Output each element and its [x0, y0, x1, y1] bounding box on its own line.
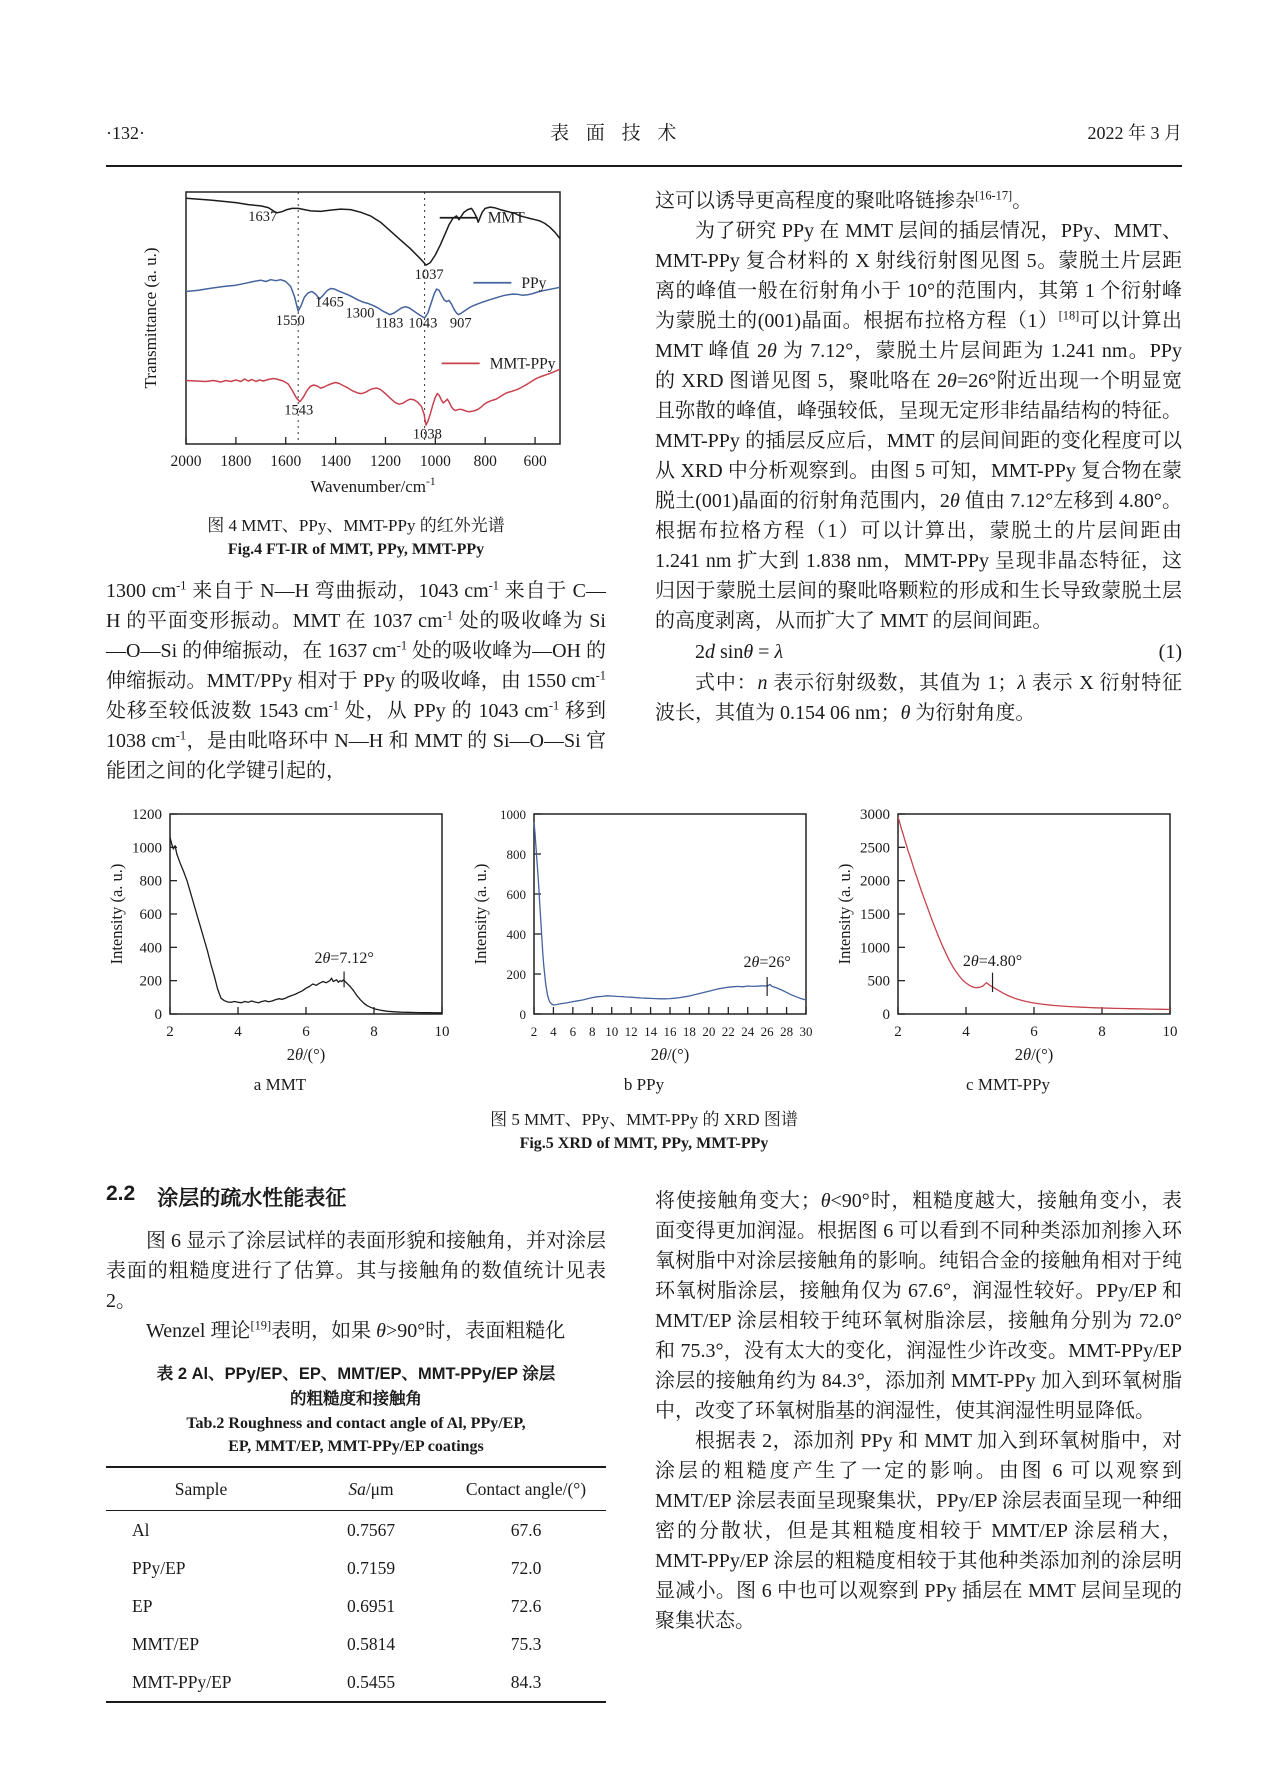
svg-text:8: 8	[589, 1024, 596, 1039]
svg-text:22: 22	[721, 1024, 735, 1039]
svg-text:1038: 1038	[412, 426, 442, 443]
table-cell: EP	[132, 1595, 153, 1616]
svg-text:10: 10	[1162, 1024, 1178, 1040]
svg-text:600: 600	[523, 453, 547, 470]
svg-text:200: 200	[139, 973, 162, 990]
right-column-bottom	[655, 1186, 1182, 1636]
table-row	[106, 1625, 606, 1663]
page-number: ·132·	[106, 123, 145, 143]
svg-text:600: 600	[139, 907, 162, 923]
svg-text:Intensity (a. u.): Intensity (a. u.)	[471, 863, 490, 965]
table-row	[106, 1587, 606, 1625]
svg-text:6: 6	[302, 1024, 310, 1040]
equation-formula: 2d sinθ = λ	[695, 641, 784, 663]
panel-label-c: c MMT-PPy	[966, 1075, 1050, 1094]
left-column-top	[106, 182, 606, 786]
svg-text:2θ/(°): 2θ/(°)	[650, 1045, 690, 1064]
svg-text:2θ=4.80°: 2θ=4.80°	[962, 953, 1023, 970]
svg-text:1000: 1000	[419, 453, 451, 470]
svg-text:1800: 1800	[220, 453, 252, 470]
figure-4-caption-en: Fig.4 FT-IR of MMT, PPy, MMT-PPy	[227, 541, 485, 558]
table-2	[106, 1466, 606, 1703]
table-cell: 67.6	[510, 1519, 542, 1540]
equation-1	[655, 636, 1182, 668]
svg-text:1465: 1465	[314, 294, 344, 311]
table-cell: 75.3	[510, 1633, 542, 1654]
svg-text:400: 400	[139, 940, 162, 957]
table-cell: 84.3	[446, 1663, 606, 1702]
svg-text:10: 10	[605, 1024, 619, 1039]
svg-text:MMT-PPy: MMT-PPy	[489, 355, 556, 373]
svg-text:1543: 1543	[284, 402, 314, 419]
svg-text:907: 907	[449, 315, 472, 332]
paragraph-right-2: 为了研究 PPy 在 MMT 层间的插层情况，PPy、MMT、MMT-PPy 复合材料的 X 射线衍射图见图 5。蒙脱土片层距离的峰值一般在衍射角小于 10°的范围内，其第 1 个衍射峰为蒙脱土的(001)晶面。根据布拉格方程（1）[18]可以计算出 MMT 峰值 2θ 为 7.12°，蒙脱土片层间距为 1.241 nm。PPy 的 XRD 图谱见图 5，聚吡咯在 2θ=26°附近出现一个明显宽且弥散的峰值，峰强较低，呈现无定形非结晶结构的特征。MMT-PPy 的插层反应后，MMT 的层间间距的变化程度可以从 XRD 中分析观察到。由图 5 可知，MMT-PPy 复合物在蒙脱土(001)晶面的衍射角范围内，2θ 值由 7.12°左移到 4.80°。根据布拉格方程（1）可以计算出，蒙脱土的片层间距由 1.241 nm 扩大到 1.838 nm，MMT-PPy 呈现非晶态特征，这归因于蒙脱土层间的聚吡咯颗粒的形成和生长导致蒙脱土层的高度剥离，从而扩大了 MMT 的层间间距。	[655, 220, 1182, 632]
svg-text:0: 0	[882, 1007, 890, 1023]
table-column-header: Sa/μm	[296, 1467, 446, 1511]
section-2-2-heading	[106, 1182, 606, 1212]
table-cell: 72.6	[510, 1595, 542, 1616]
svg-text:2: 2	[166, 1024, 174, 1040]
left-column-bottom	[106, 1182, 606, 1703]
paragraph-section-1: 图 6 显示了涂层试样的表面形貌和接触角，并对涂层表面的粗糙度进行了估算。其与接触角的数值统计见表 2。	[106, 1230, 606, 1312]
svg-text:2θ=7.12°: 2θ=7.12°	[314, 950, 374, 968]
svg-text:1400: 1400	[320, 453, 352, 470]
svg-text:4: 4	[550, 1024, 557, 1039]
table-2-caption-cn-1: 表 2 Al、PPy/EP、EP、MMT/EP、MMT-PPy/EP 涂层	[156, 1365, 556, 1383]
svg-text:1183: 1183	[374, 315, 404, 332]
paragraph-left-top: 1300 $cm^{-1}$ 来自于 N—H 弯曲振动，1043 $cm^{-1}$ 来自于 C—H 的平面变形振动。MMT 在 1037 $cm^{-1}$ 处的吸收峰为 Si—O—Si 的伸缩振动，在 1637 $cm^{-1}$ 处的吸收峰为—OH 的伸缩振动。MMT/PPy 相对于 PPy 的吸收峰，由 1550 $cm^{-1}$ 处移至较低波数 1543 $cm^{-1}$ 处，从 PPy 的 1043 $cm^{-1}$ 移到 1038 $cm^{-1}$，是由吡咯环中 N—H 和 MMT 的 Si—O—Si 官能团之间的化学键引起的，	[106, 578, 607, 782]
svg-text:26: 26	[760, 1024, 774, 1039]
svg-text:14: 14	[644, 1024, 658, 1039]
paragraph-rb-1: 将使接触角变大；θ<90°时，粗糙度越大，接触角变小，表面变得更加润湿。根据图 6 可以看到不同种类添加剂掺入环氧树脂中对涂层接触角的影响。纯铝合金的接触角相对于纯环氧树脂涂层，接触角仅为 67.6°，润湿性较好。PPy/EP 和 MMT/EP 涂层相较于纯环氧树脂涂层，接触角分别为 72.0°和 75.3°，没有太大的变化，润湿性少许改变。MMT-PPy/EP 涂层的接触角约为 84.3°，添加剂 MMT-PPy 加入到环氧树脂中，改变了环氧树脂基的润湿性，使其润湿性明显降低。	[655, 1190, 1183, 1422]
figure-5-panels	[106, 806, 1182, 1095]
svg-text:1200: 1200	[369, 453, 401, 470]
xrd-chart-ppy	[470, 806, 818, 1073]
svg-text:24: 24	[741, 1024, 755, 1039]
xrd-panel-mmt-ppy	[834, 806, 1182, 1095]
svg-text:10: 10	[434, 1024, 450, 1040]
svg-text:1000: 1000	[500, 807, 526, 822]
panel-label-b: b PPy	[623, 1075, 665, 1094]
section-number: 2.2	[106, 1182, 136, 1205]
svg-text:20: 20	[702, 1024, 716, 1039]
svg-text:2θ=26°: 2θ=26°	[743, 954, 791, 971]
svg-text:Wavenumber/cm-1: Wavenumber/$cm^{-1}$	[310, 475, 436, 496]
svg-text:Intensity (a. u.): Intensity (a. u.)	[107, 863, 126, 965]
figure-4-caption	[106, 513, 606, 562]
svg-text:1000: 1000	[860, 940, 890, 957]
svg-text:800: 800	[506, 847, 526, 862]
svg-text:Intensity (a. u.): Intensity (a. u.)	[835, 863, 854, 965]
svg-text:1300: 1300	[345, 305, 375, 322]
equation-number: (1)	[1158, 641, 1182, 663]
svg-text:1000: 1000	[132, 840, 162, 857]
page-header	[106, 118, 1182, 145]
svg-text:1200: 1200	[132, 807, 162, 823]
svg-text:2θ/(°): 2θ/(°)	[286, 1045, 326, 1064]
table-cell: 0.7567	[346, 1519, 396, 1540]
table-2-caption	[106, 1362, 606, 1458]
svg-text:2θ/(°): 2θ/(°)	[1014, 1045, 1054, 1064]
table-2-caption-en-2: EP, MMT/EP, MMT-PPy/EP coatings	[228, 1438, 484, 1455]
table-cell: Al	[132, 1519, 150, 1540]
xrd-panel-ppy	[470, 806, 818, 1095]
figure-4-caption-cn: 图 4 MMT、PPy、MMT-PPy 的红外光谱	[207, 516, 505, 535]
svg-text:16: 16	[663, 1024, 677, 1039]
figure-5-caption	[106, 1107, 1182, 1156]
table-cell: MMT/EP	[132, 1633, 200, 1654]
svg-text:800: 800	[139, 873, 162, 890]
xrd-chart-mmt-ppy	[834, 806, 1182, 1073]
figure-4	[106, 182, 606, 562]
svg-text:4: 4	[234, 1024, 242, 1040]
panel-label-a: a MMT	[253, 1075, 307, 1094]
svg-text:1037: 1037	[414, 266, 444, 283]
table-cell: 0.6951	[346, 1595, 396, 1616]
table-cell: 0.7159	[346, 1557, 396, 1578]
svg-text:18: 18	[682, 1024, 696, 1039]
svg-text:0: 0	[154, 1007, 162, 1023]
table-cell: 72.0	[510, 1557, 542, 1578]
table-2-caption-en-1: Tab.2 Roughness and contact angle of Al, PPy/EP,	[186, 1415, 526, 1432]
table-cell: 0.5455	[296, 1663, 446, 1702]
header-rule	[106, 165, 1182, 167]
svg-text:1500: 1500	[860, 907, 890, 923]
svg-text:500: 500	[867, 973, 890, 990]
paragraph-right-1: 这可以诱导更高程度的聚吡咯链掺杂[16-17]。	[655, 188, 1033, 212]
svg-text:1600: 1600	[270, 453, 302, 470]
issue-date: 2022 年 3 月	[1087, 123, 1182, 143]
svg-text:6: 6	[569, 1024, 577, 1039]
svg-text:200: 200	[506, 967, 526, 982]
svg-text:2000: 2000	[860, 873, 890, 890]
table-column-header: Contact angle/(°)	[446, 1467, 606, 1511]
svg-text:2000: 2000	[170, 453, 202, 470]
figure-5	[106, 806, 1182, 1156]
xrd-chart-mmt	[106, 806, 454, 1073]
table-2-caption-cn-2: 的粗糙度和接触角	[290, 1390, 422, 1408]
table-cell: PPy/EP	[132, 1557, 186, 1578]
right-column-top	[655, 186, 1182, 728]
svg-text:30: 30	[799, 1024, 813, 1039]
svg-text:1043: 1043	[408, 315, 438, 332]
svg-text:4: 4	[962, 1024, 970, 1040]
journal-title: 表 面 技 术	[550, 123, 683, 144]
svg-text:8: 8	[1098, 1024, 1106, 1040]
ftir-chart	[140, 182, 570, 505]
figure-5-caption-cn: 图 5 MMT、PPy、MMT-PPy 的 XRD 图谱	[490, 1110, 798, 1129]
figure-5-caption-en: Fig.5 XRD of MMT, PPy, MMT-PPy	[519, 1135, 769, 1152]
table-row	[106, 1511, 606, 1550]
xrd-panel-mmt	[106, 806, 454, 1095]
paragraph-section-2: Wenzel 理论[19]表明，如果 θ>90°时，表面粗糙化	[146, 1318, 566, 1342]
svg-text:600: 600	[506, 887, 526, 902]
svg-text:0: 0	[519, 1007, 526, 1022]
paragraph-rb-2: 根据表 2，添加剂 PPy 和 MMT 加入到环氧树脂中，对涂层的粗糙度产生了一定的影响。由图 6 可以观察到 MMT/EP 涂层表面呈现聚集状，PPy/EP 涂层表面呈现一种细密的分散状，但是其粗糙度相较于 MMT/EP 涂层稍大，MMT-PPy/EP 涂层的粗糙度相较于其他种类添加剂的涂层明显减小。图 6 中也可以观察到 PPy 插层在 MMT 层间呈现的聚集状态。	[655, 1430, 1182, 1632]
svg-text:2500: 2500	[860, 840, 890, 857]
svg-text:PPy: PPy	[521, 274, 547, 292]
table-row	[106, 1663, 606, 1702]
svg-text:800: 800	[473, 453, 497, 470]
table-column-header: Sample	[106, 1467, 296, 1511]
svg-text:3000: 3000	[860, 807, 890, 823]
svg-text:28: 28	[780, 1024, 794, 1039]
table-cell: 0.5814	[346, 1633, 396, 1654]
svg-text:Transmittance (a. u.): Transmittance (a. u.)	[141, 247, 160, 389]
svg-text:2: 2	[530, 1024, 538, 1039]
svg-text:MMT: MMT	[487, 209, 525, 227]
svg-text:6: 6	[1030, 1024, 1038, 1040]
paragraph-right-3: 式中：n 表示衍射级数，其值为 1；λ 表示 X 衍射特征波长，其值为 0.154 06 nm；θ 为衍射角度。	[655, 672, 1183, 724]
svg-text:1550: 1550	[275, 313, 305, 330]
table-row	[106, 1549, 606, 1587]
svg-text:1637: 1637	[248, 208, 278, 225]
svg-text:400: 400	[506, 927, 526, 942]
table-cell: MMT-PPy/EP	[106, 1663, 296, 1702]
section-title: 涂层的疏水性能表征	[157, 1187, 347, 1210]
svg-text:8: 8	[370, 1024, 378, 1040]
svg-text:2: 2	[894, 1024, 902, 1040]
svg-text:12: 12	[624, 1024, 638, 1039]
